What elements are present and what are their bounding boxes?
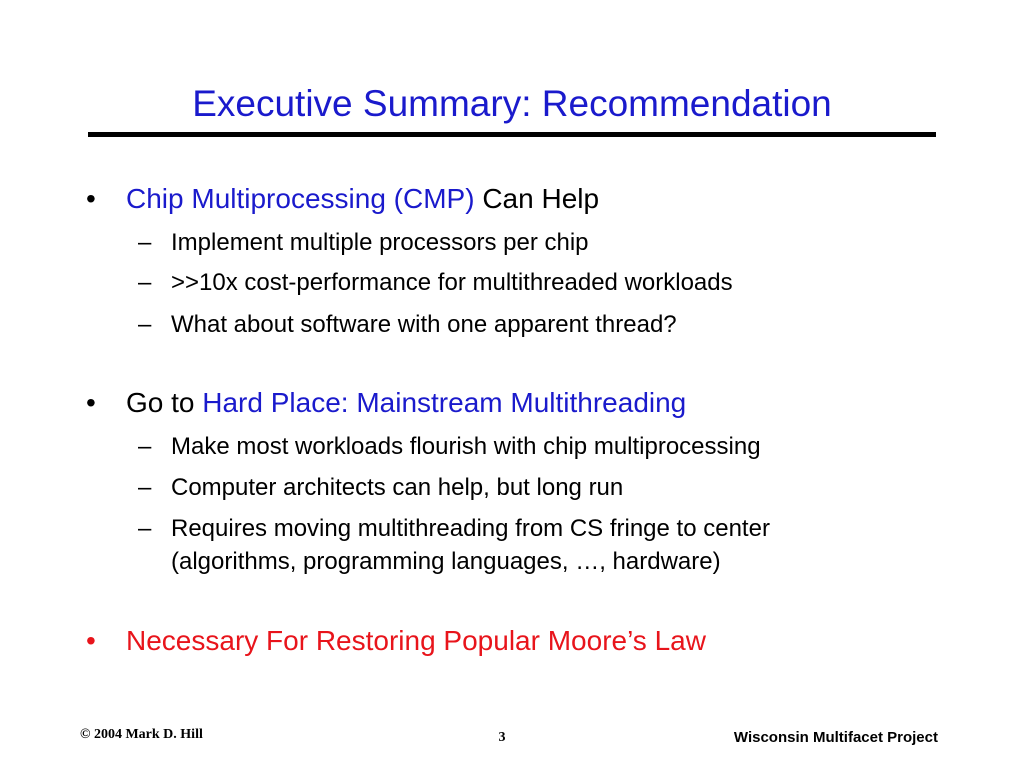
bullet-text: Necessary For Restoring Popular Moore’s Law: [126, 625, 706, 656]
slide-title: Executive Summary: Recommendation: [192, 83, 832, 124]
footer-project: Wisconsin Multifacet Project: [733, 729, 938, 746]
sub-marker: –: [138, 229, 152, 256]
bullet-highlight: Chip Multiprocessing (CMP): [126, 183, 475, 214]
title-underline: [88, 132, 936, 137]
sub-marker: –: [138, 311, 152, 338]
sub-text: What about software with one apparent thread?: [171, 311, 677, 338]
bullet-prefix: Go to: [126, 387, 203, 418]
sub-marker: –: [138, 474, 152, 501]
sub-text: Make most workloads flourish with chip multiprocessing: [171, 433, 761, 460]
sub-text: >>10x cost-performance for multithreaded workloads: [171, 269, 733, 296]
bullet-text: [126, 386, 686, 420]
bullet-rest: Can Help: [474, 183, 600, 214]
bullet-marker: •: [86, 387, 96, 418]
sub-text: (algorithms, programming languages, …, hardware): [171, 548, 721, 575]
sub-marker: –: [138, 433, 152, 460]
sub-text: Implement multiple processors per chip: [171, 229, 589, 256]
footer-page-number: 3: [498, 730, 506, 745]
bullet-text: [126, 182, 599, 216]
sub-text: Requires moving multithreading from CS fringe to center: [171, 515, 770, 542]
bullet-marker: •: [86, 625, 96, 656]
bullet-highlight: Hard Place: Mainstream Multithreading: [202, 387, 687, 418]
bullet-marker: •: [86, 183, 96, 214]
footer-copyright: © 2004 Mark D. Hill: [80, 727, 203, 742]
sub-marker: –: [138, 269, 152, 296]
sub-marker: –: [138, 515, 152, 542]
sub-text: Computer architects can help, but long run: [171, 474, 624, 501]
